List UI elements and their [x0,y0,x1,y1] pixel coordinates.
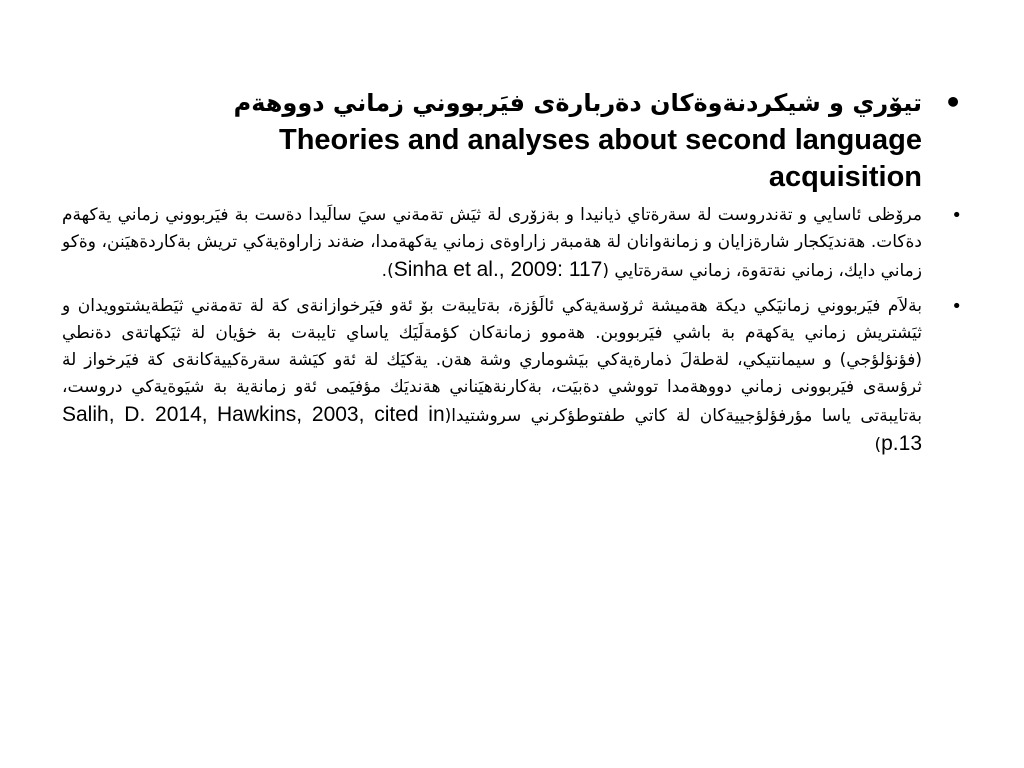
paragraph-1-citation: Sinha et al., 2009: 117 [393,258,603,281]
heading-english-line-2: acquisition [768,161,922,193]
heading-kurdish: تيۆري و شيكردنةوةكان دةربارةى فيَربووني زماني دووهةم [233,89,922,117]
paragraph-1-tail: ). [381,261,394,281]
bullet-heading [62,84,962,196]
paragraph-2-citation-2: Salih, D. 2014, p.13 [62,403,922,455]
paragraph-2-citation: Hawkins, 2003, cited in [216,403,445,426]
bullet-dot-icon: • [944,86,962,119]
heading-english-line-1: Theories and analyses about second language [278,124,922,156]
bullet-paragraph-1 [62,202,962,285]
bullet-list [62,84,962,467]
bullet-paragraph-2 [62,293,962,459]
bullet-dot-icon: • [951,296,962,317]
paragraph-2-tail: ) [874,435,882,455]
paragraph-2-text: بةلاَم فيَربووني زمانيَكي ديكة هةميشة ثرۆسةيةكي ئالَؤزة، بةتايبةت بۆ ئةو فيَرخوازانةى كة لة تةمةني ثيَطةيشتوويدان و ثيَشتريش زماني يةكهةم بة باشي فيَربووبن. هةموو زمانةكان كؤمةلَيَك ياساي تايبةت بة خؤيان لة ثيَكهاتةى دةنطي (فؤنؤلؤجي) و سيمانتيكي، لةطةلَ ذمارةيةكي بيَشوماري وشة هةن. يةكيَك لة ئةو كيَشة سةرةكييةكانةى كة فيَرخواز لة ثرؤسةى فيَربوونى زماني دووهةمدا تووشي دةبيَت، بةكارنةهيَناني هةنديَك مؤفيَمى ئةو زمانةية بة شيَوةيةكي دروست، بةتايبةتى ياسا مؤرفؤلؤجييةكان لة كاتي طفتوطؤكرني سروشتيدا( [62,296,922,426]
bullet-dot-icon: • [951,205,962,226]
paragraph-1-text: مرۆظى ئاسايي و تةندروست لة سةرةتاي ذيانيدا و بةزۆرى لة ثيَش تةمةني سيَ سالَيدا دةست بة فيَربووني زماني يةكهةم دةكات. هةنديَكجار شارةزايان و زمانةوانان لة هةمبةر زاراوةى زماني يةكهةمدا، ضةند زاراوةيةكي تريش بةكاردةهيَنن، وةكو زماني دايك، زماني نةتةوة، زماني سةرةتايي ( [62,205,922,281]
